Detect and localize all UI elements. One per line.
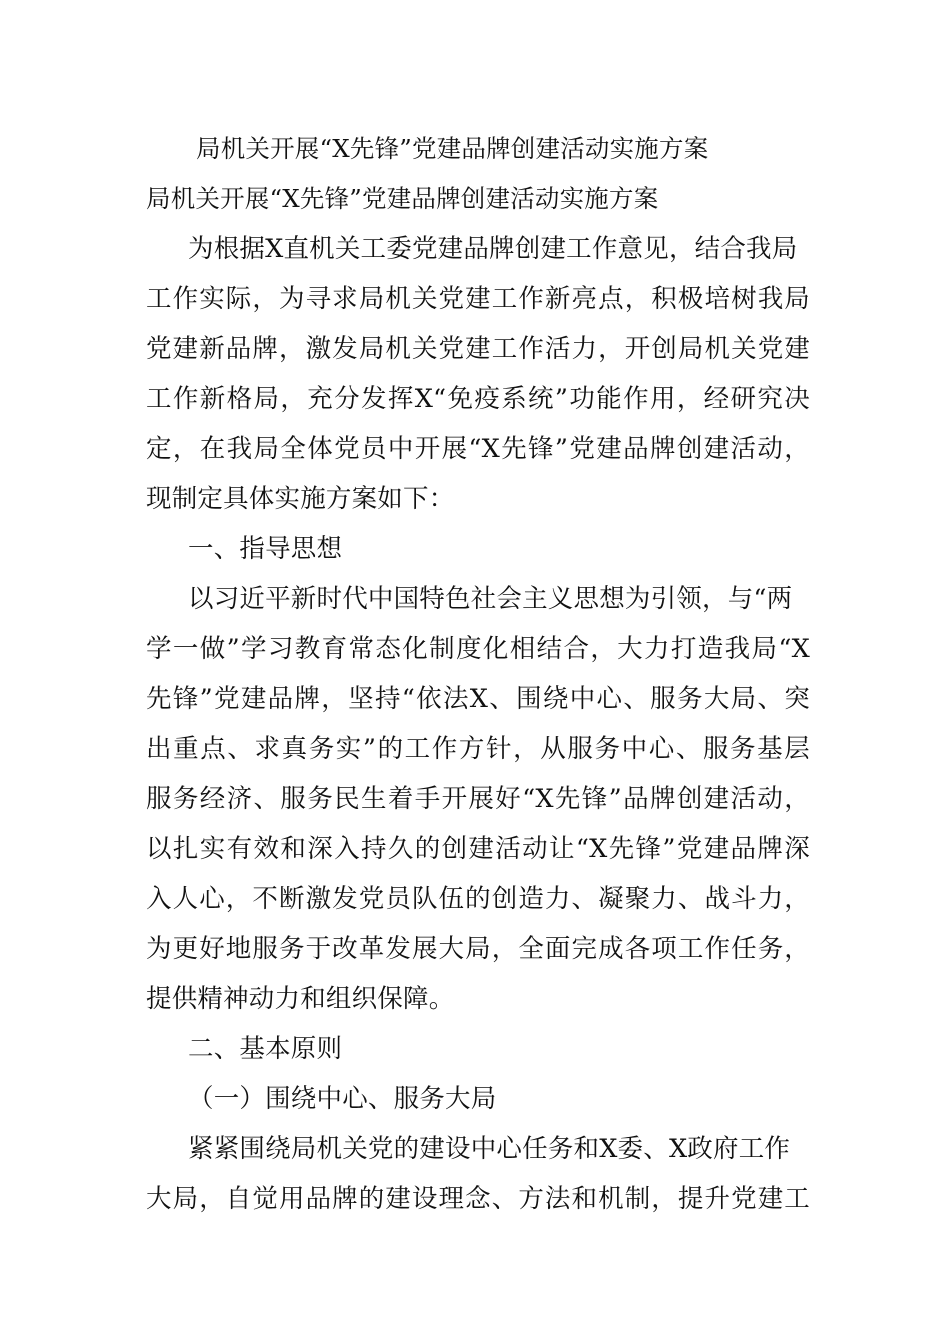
paragraph-line: 提供精神动力和组织保障。 bbox=[146, 984, 455, 1014]
paragraph-line: 大局，自觉用品牌的建设理念、方法和机制，提升党建工 bbox=[146, 1184, 810, 1214]
document-title-left: 局机关开展“X先锋”党建品牌创建活动实施方案 bbox=[146, 184, 659, 213]
paragraph-line: 党建新品牌，激发局机关党建工作活力，开创局机关党建 bbox=[146, 334, 810, 364]
paragraph-line: 为根据X直机关工委党建品牌创建工作意见，结合我局 bbox=[188, 234, 798, 264]
paragraph-line: 现制定具体实施方案如下： bbox=[146, 484, 455, 514]
paragraph-line: 以扎实有效和深入持久的创建活动让“X先锋”党建品牌深 bbox=[146, 834, 810, 864]
paragraph-line: 紧紧围绕局机关党的建设中心任务和X委、X政府工作 bbox=[188, 1134, 791, 1164]
paragraph-line: 学一做”学习教育常态化制度化相结合，大力打造我局“X bbox=[146, 634, 810, 664]
paragraph-line: 为更好地服务于改革发展大局，全面完成各项工作任务， bbox=[146, 934, 810, 964]
section-heading: 一、指导思想 bbox=[188, 534, 343, 564]
paragraph-line: 工作实际，为寻求局机关党建工作新亮点，积极培树我局 bbox=[146, 284, 810, 314]
document-title-centered: 局机关开展“X先锋”党建品牌创建活动实施方案 bbox=[196, 134, 709, 163]
paragraph-line: 服务经济、服务民生着手开展好“X先锋”品牌创建活动， bbox=[146, 784, 810, 814]
paragraph-line: 入人心，不断激发党员队伍的创造力、凝聚力、战斗力， bbox=[146, 884, 810, 914]
paragraph-line: 先锋”党建品牌，坚持“依法X、围绕中心、服务大局、突 bbox=[146, 684, 810, 714]
paragraph-line: 定，在我局全体党员中开展“X先锋”党建品牌创建活动， bbox=[146, 434, 810, 464]
paragraph-line: 出重点、求真务实”的工作方针，从服务中心、服务基层 bbox=[146, 734, 810, 764]
paragraph-line: 工作新格局，充分发挥X“免疫系统”功能作用，经研究决 bbox=[146, 384, 810, 414]
section-heading: 二、基本原则 bbox=[188, 1034, 343, 1064]
subsection-heading: （一）围绕中心、服务大局 bbox=[188, 1084, 497, 1114]
paragraph-line: 以习近平新时代中国特色社会主义思想为引领，与“两 bbox=[188, 584, 793, 614]
